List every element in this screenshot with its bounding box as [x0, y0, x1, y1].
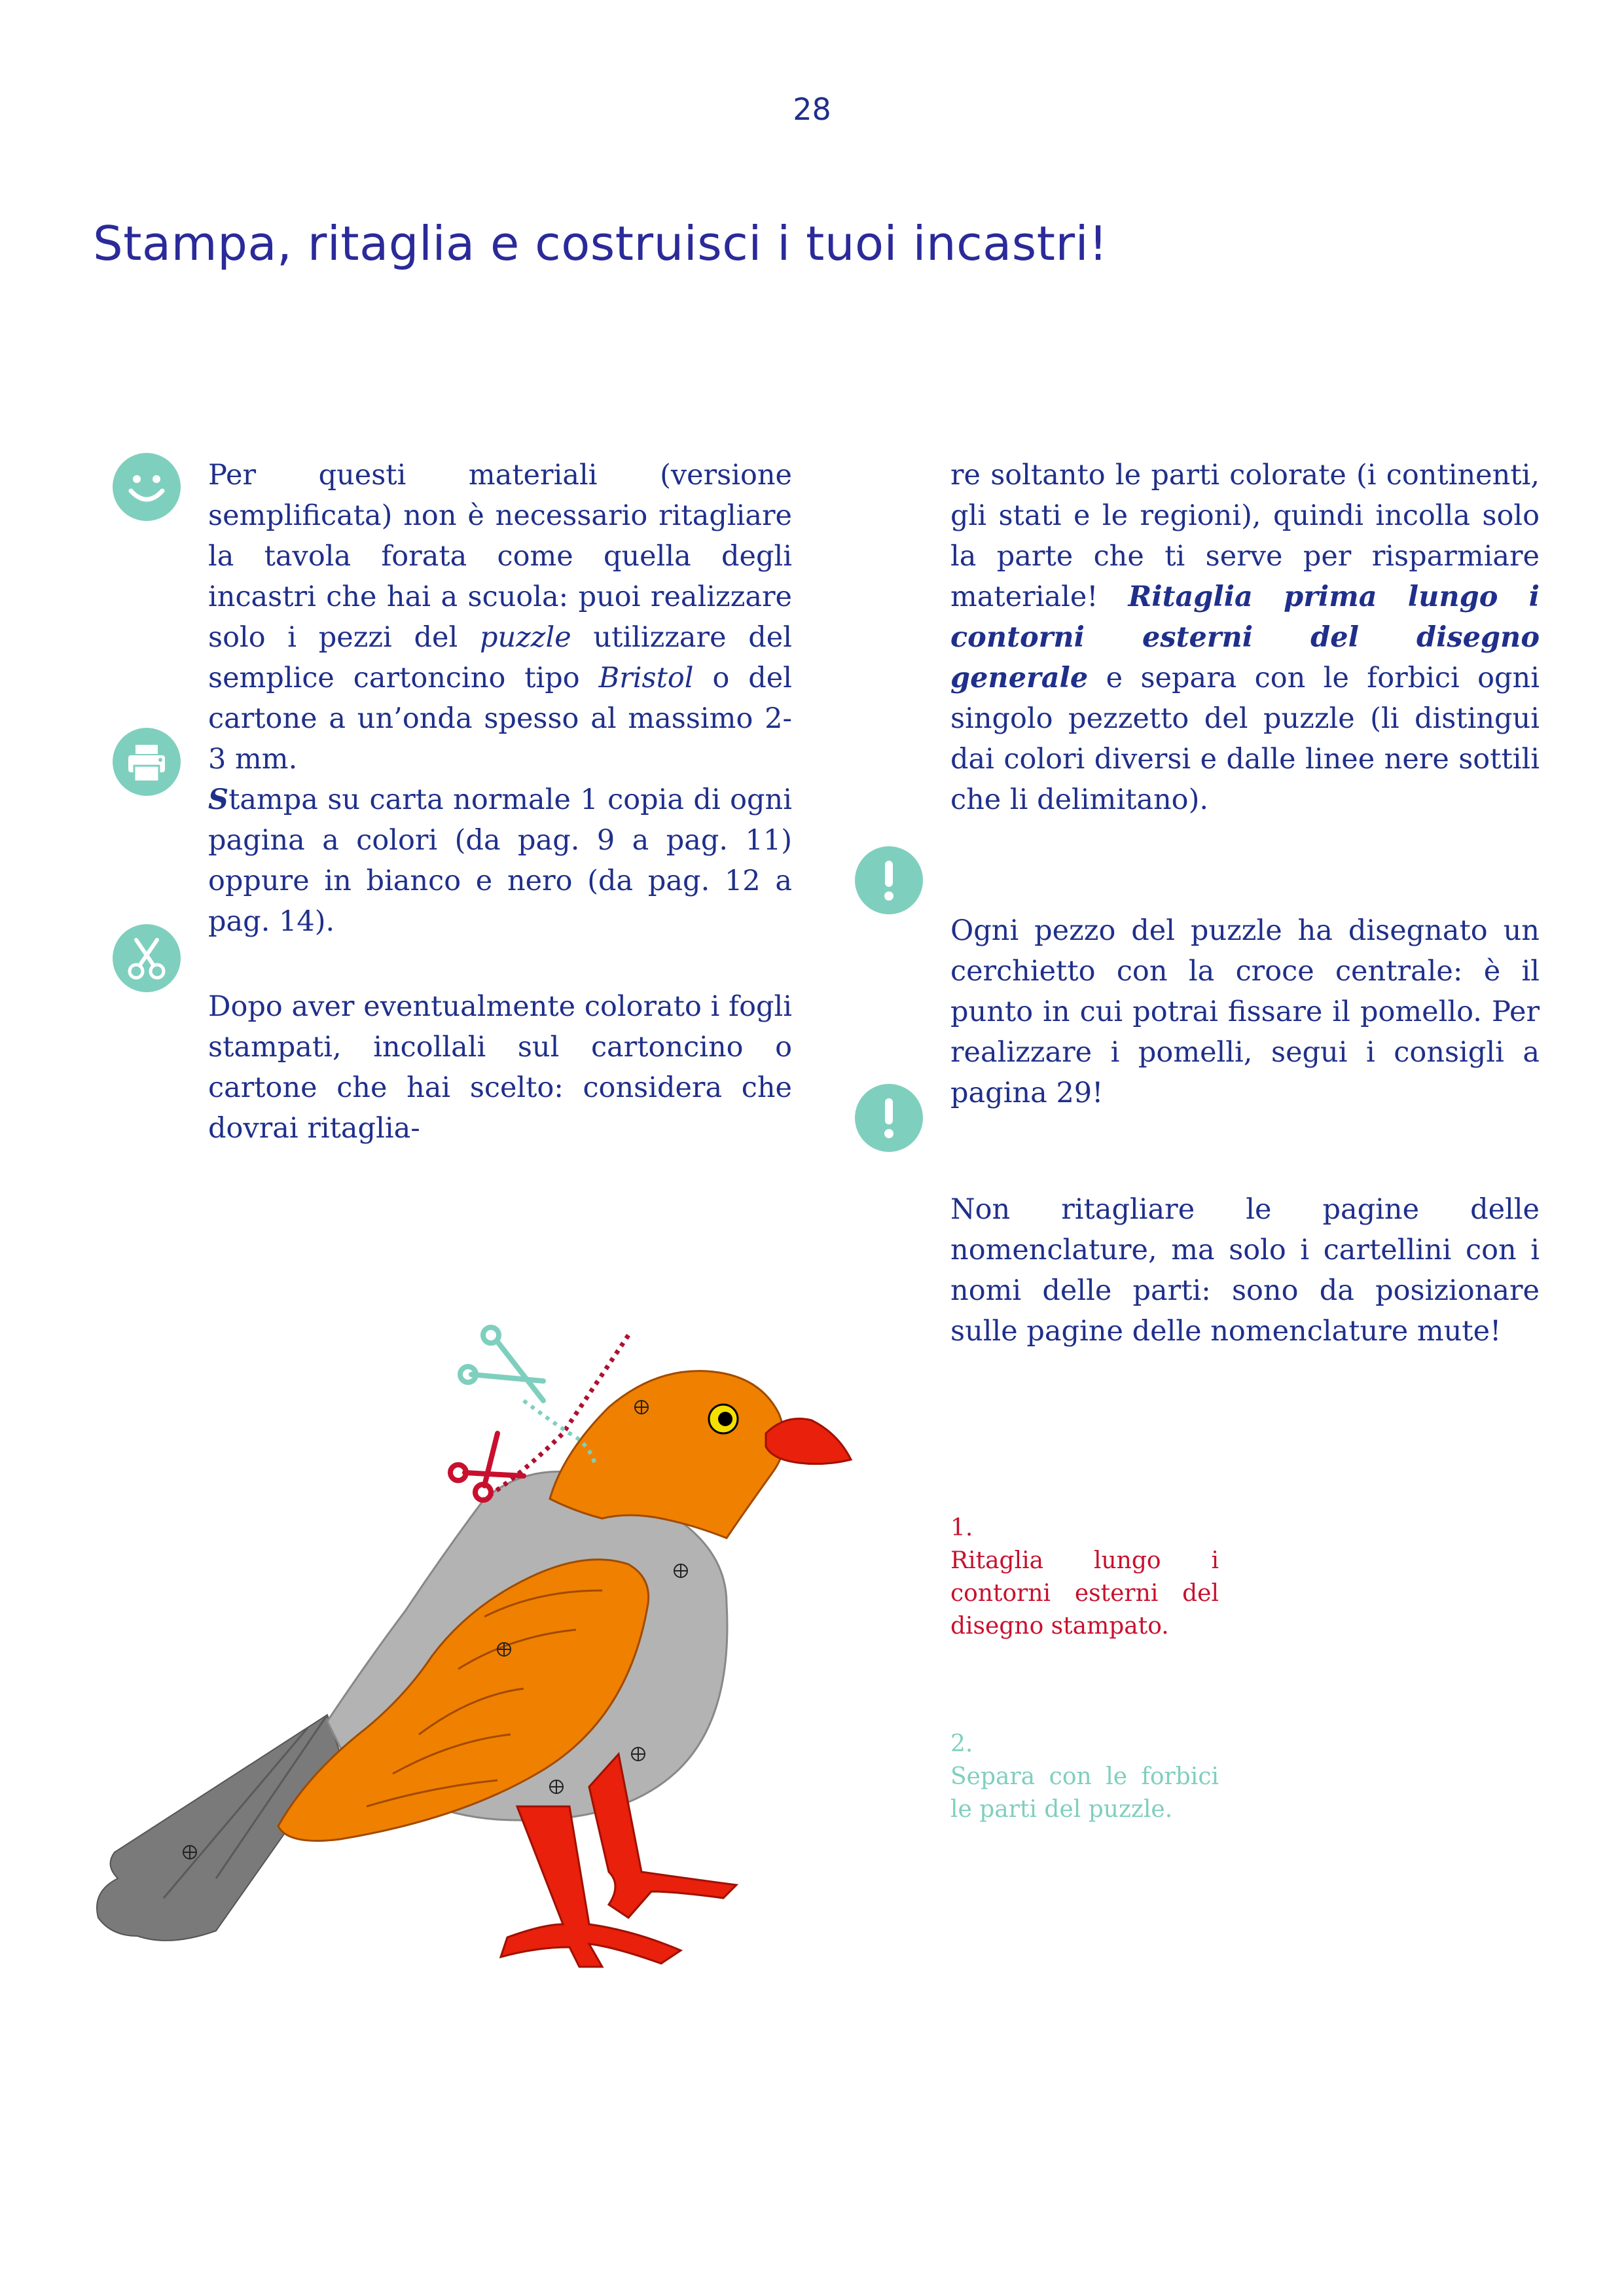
- page-number: 28: [793, 92, 831, 127]
- page-title: Stampa, ritaglia e costruisci i tuoi incastri!: [93, 216, 1108, 271]
- smiley-icon: [113, 453, 181, 521]
- intro-paragraph: Per questi materiali (versione semplificata) non è necessario ritagliare la tavola forata come quella degli incastri che hai a scuola: puoi realizzare solo i pezzi del puzzle utilizzare del semplice cartoncino tipo Bristol o del cartone a un’onda spesso al massimo 2-3 mm.: [208, 459, 792, 776]
- nomenclature-paragraph: Non ritagliare le pagine delle nomenclature, ma solo i cartellini con i nomi delle parti: sono da posizionare sulle pagine delle nomenclature mute!: [950, 1193, 1540, 1348]
- knob-paragraph: Ogni pezzo del puzzle ha disegnato un cerchietto con la croce centrale: è il punto in cui potrai fissare il pomello. Per realizzare i pomelli, segui i consigli a pagina 29!: [950, 914, 1540, 1109]
- scissors-teal-icon: [460, 1327, 543, 1401]
- cut-paragraph: re soltanto le parti colorate (i continenti, gli stati e le regioni), quindi incolla solo la parte che ti serve per risparmiare materiale! Ritaglia prima lungo i contorni esterni del disegno generale e separa con le forbici ogni singolo pezzetto del puzzle (li distingui dai colori diversi e dalle linee nere sottili che li delimitano).: [950, 459, 1540, 816]
- caption-1: 1. Ritaglia lungo i contorni esterni del disegno stampato.: [950, 1515, 1219, 1640]
- exclamation-icon: [855, 1084, 923, 1152]
- caption-2: 2. Separa con le forbici le parti del puzzle.: [950, 1731, 1219, 1823]
- left-column: [208, 455, 792, 1149]
- bird-beak: [766, 1419, 851, 1464]
- print-paragraph: Stampa su carta normale 1 copia di ogni pagina a colori (da pag. 9 a pag. 11) oppure in bianco e nero (da pag. 12 a pag. 14).: [208, 783, 792, 938]
- glue-paragraph: Dopo aver eventualmente colorato i fogli stampati, incollali sul cartoncino o cartone che hai scelto: considera che dovrai ritaglia-: [208, 990, 792, 1145]
- printer-icon: [113, 728, 181, 796]
- right-column: [950, 455, 1540, 1352]
- scissors-icon: [113, 924, 181, 992]
- bird-illustration: [0, 1302, 877, 1970]
- bird-head: [550, 1371, 784, 1538]
- exclamation-icon: [855, 846, 923, 914]
